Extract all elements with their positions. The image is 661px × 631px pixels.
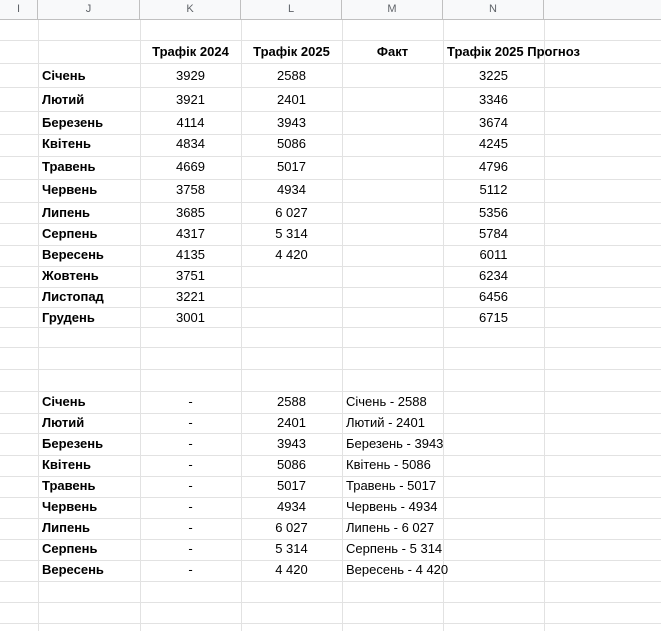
traffic-2025-value[interactable]: 2401: [277, 415, 306, 430]
month-label[interactable]: Березень: [42, 115, 104, 130]
traffic-2024-value[interactable]: 4834: [176, 136, 205, 151]
traffic-2025-value[interactable]: 3943: [277, 115, 306, 130]
month-label[interactable]: Грудень: [42, 310, 95, 325]
month-label[interactable]: Червень: [42, 499, 98, 514]
gridline-horizontal: [0, 602, 661, 603]
month-value-label[interactable]: Червень - 4934: [346, 499, 438, 514]
traffic-2025-value[interactable]: [241, 266, 342, 286]
traffic-2025-value[interactable]: 5086: [277, 457, 306, 472]
traffic-2025-value[interactable]: 5 314: [275, 541, 308, 556]
month-value-label[interactable]: Квітень - 5086: [346, 457, 431, 472]
month-value-label[interactable]: Вересень - 4 420: [346, 562, 449, 577]
fact-value[interactable]: [342, 203, 443, 223]
traffic-2024-value[interactable]: -: [188, 562, 193, 577]
traffic-2024-value[interactable]: 3001: [176, 310, 205, 325]
traffic-2024-value[interactable]: 3751: [176, 268, 205, 283]
gridline-horizontal: [0, 347, 661, 348]
traffic-2025-value[interactable]: 3943: [277, 436, 306, 451]
gridline-horizontal: [0, 581, 661, 582]
month-label[interactable]: Червень: [42, 182, 98, 197]
traffic-2025-value[interactable]: 5 314: [275, 226, 308, 241]
traffic-2024-value[interactable]: -: [188, 436, 193, 451]
traffic-2024-value[interactable]: 3758: [176, 182, 205, 197]
traffic-2024-value[interactable]: 3221: [176, 289, 205, 304]
month-label[interactable]: Листопад: [42, 289, 104, 304]
gridline-horizontal: [0, 623, 661, 624]
month-label[interactable]: Серпень: [42, 226, 98, 241]
header-traffic-2025[interactable]: Трафік 2025: [253, 44, 330, 59]
fact-value[interactable]: [342, 113, 443, 133]
traffic-2024-value[interactable]: 3921: [176, 92, 205, 107]
month-value-label[interactable]: Березень - 3943: [346, 436, 444, 451]
column-header-i[interactable]: I: [0, 0, 38, 19]
traffic-2024-value[interactable]: 4114: [176, 115, 205, 130]
traffic-2025-value[interactable]: 4 420: [275, 562, 308, 577]
forecast-value[interactable]: 6456: [479, 289, 508, 304]
forecast-value[interactable]: 5356: [479, 205, 508, 220]
traffic-2025-value[interactable]: 2401: [277, 92, 306, 107]
month-label[interactable]: Липень: [42, 205, 91, 220]
fact-value[interactable]: [342, 224, 443, 244]
fact-value[interactable]: [342, 287, 443, 307]
traffic-2024-value[interactable]: -: [188, 394, 193, 409]
month-value-label[interactable]: Травень - 5017: [346, 478, 437, 493]
traffic-2024-value[interactable]: -: [188, 541, 193, 556]
column-header-j[interactable]: J: [38, 0, 140, 19]
month-label[interactable]: Травень: [42, 159, 96, 174]
traffic-2025-value[interactable]: 5017: [277, 159, 306, 174]
column-header-k[interactable]: K: [140, 0, 241, 19]
column-header-m[interactable]: M: [342, 0, 443, 19]
traffic-2025-value[interactable]: 4934: [277, 182, 306, 197]
month-label[interactable]: Лютий: [42, 415, 85, 430]
traffic-2024-value[interactable]: 3929: [176, 68, 205, 83]
fact-value[interactable]: [342, 180, 443, 200]
forecast-value[interactable]: 3225: [479, 68, 508, 83]
traffic-2024-value[interactable]: 4317: [176, 226, 205, 241]
gridline-horizontal: [0, 63, 661, 64]
forecast-value[interactable]: 6011: [479, 247, 508, 262]
traffic-2025-value[interactable]: 4 420: [275, 247, 308, 262]
traffic-2025-value[interactable]: 5017: [277, 478, 306, 493]
traffic-2024-value[interactable]: 4135: [176, 247, 205, 262]
month-label[interactable]: Серпень: [42, 541, 98, 556]
month-label[interactable]: Вересень: [42, 562, 104, 577]
month-value-label[interactable]: Січень - 2588: [346, 394, 427, 409]
forecast-value[interactable]: 3346: [479, 92, 508, 107]
traffic-2024-value[interactable]: -: [188, 499, 193, 514]
forecast-value[interactable]: 4796: [479, 159, 508, 174]
traffic-2025-value[interactable]: 2588: [277, 68, 306, 83]
gridline-horizontal: [0, 369, 661, 370]
gridline-horizontal: [0, 111, 661, 112]
column-header-l[interactable]: L: [241, 0, 342, 19]
month-label[interactable]: Травень: [42, 478, 96, 493]
month-label[interactable]: Липень: [42, 520, 91, 535]
traffic-2024-value[interactable]: -: [188, 457, 193, 472]
traffic-2025-value[interactable]: 2588: [277, 394, 306, 409]
month-label[interactable]: Квітень: [42, 457, 91, 472]
traffic-2025-value[interactable]: [241, 308, 342, 328]
fact-value[interactable]: [342, 266, 443, 286]
month-value-label[interactable]: Лютий - 2401: [346, 415, 425, 430]
header-fact[interactable]: Факт: [376, 44, 409, 59]
traffic-2024-value[interactable]: -: [188, 478, 193, 493]
month-value-label[interactable]: Серпень - 5 314: [346, 541, 443, 556]
forecast-value[interactable]: 6234: [479, 268, 508, 283]
traffic-2025-value[interactable]: 4934: [277, 499, 306, 514]
fact-value[interactable]: [342, 308, 443, 328]
traffic-2024-value[interactable]: 4669: [176, 159, 205, 174]
month-label[interactable]: Січень: [42, 394, 86, 409]
header-traffic-2025-forecast[interactable]: Трафік 2025 Прогноз: [447, 44, 580, 59]
traffic-2024-value[interactable]: -: [188, 415, 193, 430]
month-label[interactable]: Січень: [42, 68, 86, 83]
traffic-2024-value[interactable]: 3685: [176, 205, 205, 220]
traffic-2025-value[interactable]: 6 027: [275, 520, 308, 535]
traffic-2025-value[interactable]: 5086: [277, 136, 306, 151]
month-value-label[interactable]: Липень - 6 027: [346, 520, 435, 535]
fact-value[interactable]: [342, 66, 443, 86]
traffic-2024-value[interactable]: -: [188, 520, 193, 535]
forecast-value[interactable]: 4245: [479, 136, 508, 151]
gridline-horizontal: [0, 40, 661, 41]
fact-value[interactable]: [342, 90, 443, 110]
month-label[interactable]: Вересень: [42, 247, 104, 262]
forecast-value[interactable]: 5112: [479, 182, 508, 197]
forecast-value[interactable]: 6715: [479, 310, 508, 325]
fact-value[interactable]: [342, 245, 443, 265]
month-label[interactable]: Квітень: [42, 136, 91, 151]
header-traffic-2024[interactable]: Трафік 2024: [152, 44, 229, 59]
traffic-2025-value[interactable]: 6 027: [275, 205, 308, 220]
fact-value[interactable]: [342, 134, 443, 154]
forecast-value[interactable]: 5784: [479, 226, 508, 241]
column-header-n[interactable]: N: [443, 0, 544, 19]
gridline-horizontal: [0, 87, 661, 88]
month-label[interactable]: Березень: [42, 436, 104, 451]
month-label[interactable]: Жовтень: [42, 268, 99, 283]
month-label[interactable]: Лютий: [42, 92, 85, 107]
fact-value[interactable]: [342, 157, 443, 177]
forecast-value[interactable]: 3674: [479, 115, 508, 130]
traffic-2025-value[interactable]: [241, 287, 342, 307]
